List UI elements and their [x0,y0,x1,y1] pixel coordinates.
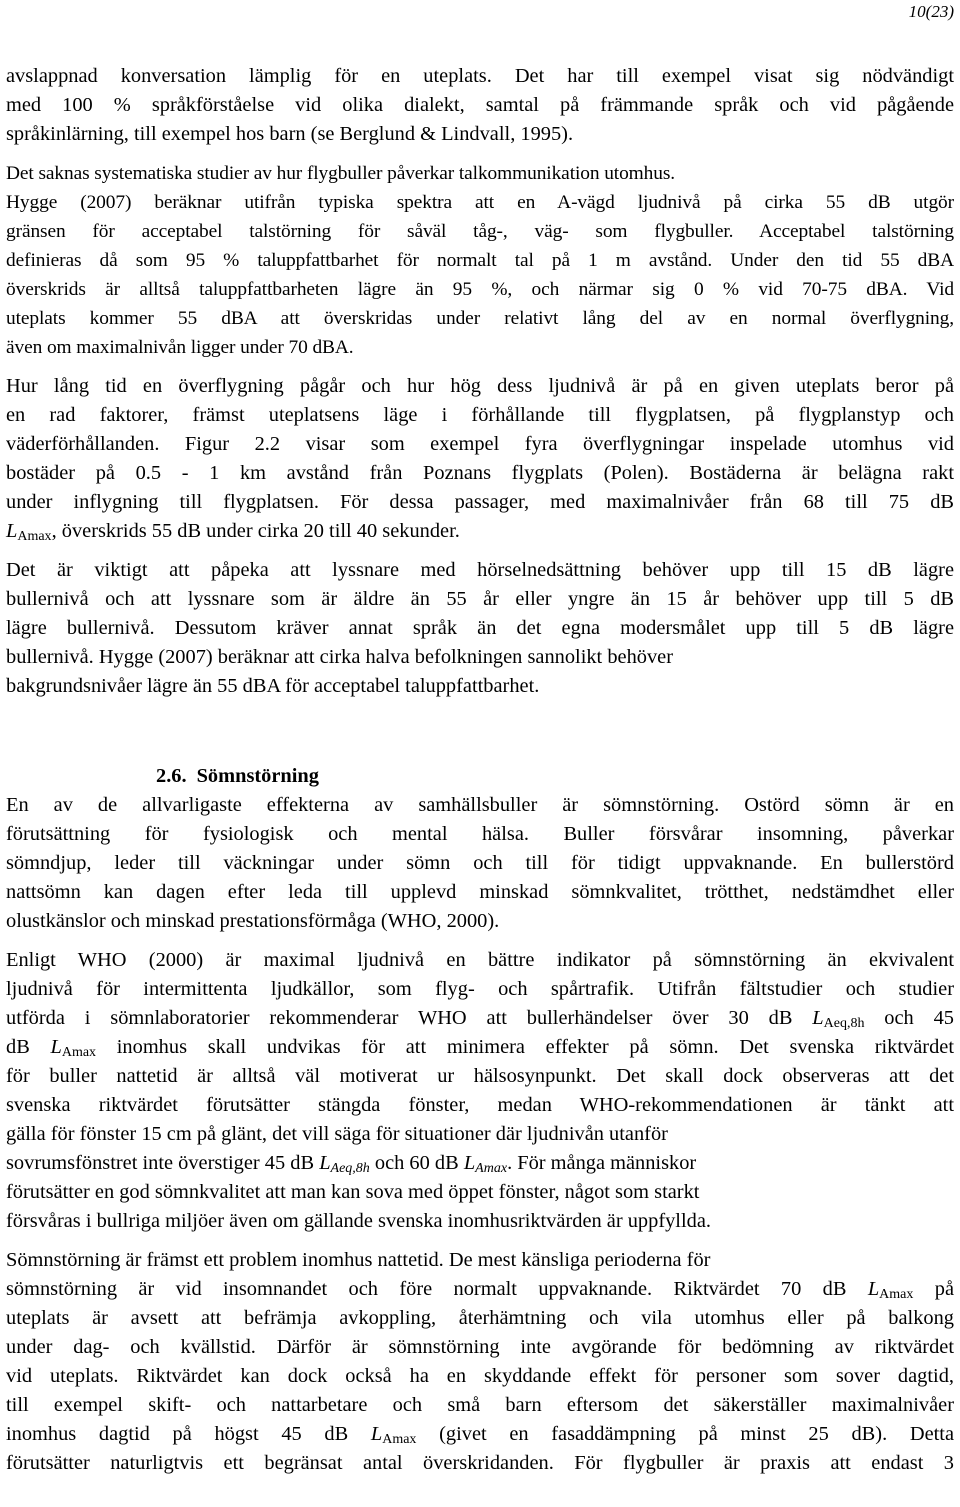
paragraph-hearing-impairment [6,556,954,701]
text-fragment: och 45 [864,1007,954,1029]
text-line: Enligt WHO (2000) är maximal ljudnivå en bättre indikator på sömnstörning än ekvivalent [6,949,954,971]
text-line: svenska riktvärdet förutsätter stängda fönster, medan WHO-rekommendationen är tänkt att [6,1094,954,1116]
symbol-l: L [370,1423,383,1445]
text-fragment: inomhus skall undvikas för att minimera effekter på sömn. Det svenska riktvärdet [96,1036,954,1058]
text-line: Hygge (2007) beräknar utifrån typiska spektra att en A-vägd ljudnivå på cirka 55 dB utgör [6,192,954,213]
subscript: Amax [382,1432,417,1447]
text-line: Hur lång tid en överflygning pågår och hur hög dess ljudnivå är på en given uteplats beror på [6,375,954,397]
section-title: Sömnstörning [196,765,319,787]
text-line [6,1420,954,1449]
text-fragment: , överskrids 55 dB under cirka 20 till 40 sekunder. [51,520,460,542]
text-line: under inflygning till flygplatsen. För dessa passager, med maximalnivåer från 68 till 75 dB [6,491,954,513]
text-line: med 100 % språkförståelse vid olika dialekt, samtal på främmande språk och vid pågående [6,94,954,116]
text-fragment: (givet en fasaddämpning på minst 25 dB). Detta [416,1423,954,1445]
text-fragment: sovrumsfönstret inte överstiger 45 dB [6,1152,320,1174]
paragraph-speech-intelligibility [6,62,954,149]
section-number: 2.6. [156,765,187,787]
symbol-l: L [867,1278,880,1300]
paragraph-indoor-night [6,1246,954,1478]
text-line: Det är viktigt att påpeka att lyssnare med hörselnedsättning behöver upp till 15 dB lägre [6,559,954,581]
subscript: Amax [61,1045,97,1060]
text-line [6,1149,954,1178]
text-line: under dag- och kvällstid. Därför är sömnstörning inte avgörande för bedömning av riktvärdet [6,1336,954,1358]
text-line: avslappnad konversation lämplig för en uteplats. Det har till exempel visat sig nödvändigt [6,65,954,87]
text-fragment: inomhus dagtid på högst 45 dB [6,1423,371,1445]
text-line [6,1033,954,1062]
text-line: olustkänslor och minskad prestationsförmåga (WHO, 2000). [6,910,500,932]
text-line: förutsätter naturligtvis ett begränsat antal överskridanden. För flygbuller är praxis att endast 3 [6,1452,954,1474]
symbol-l: L [812,1007,824,1029]
text-line: Det saknas systematiska studier av hur flygbuller påverkar talkommunikation utomhus. [6,163,676,184]
text-fragment: och 60 dB [369,1152,464,1174]
text-line: En av de allvarligaste effekterna av samhällsbuller är sömnstörning. Ostörd sömn är en [6,794,954,816]
text-fragment: . För många människor [507,1152,697,1174]
text-line: bakgrundsnivåer lägre än 55 dBA för acceptabel taluppfattbarhet. [6,675,540,697]
paragraph-hygge-study [6,159,954,362]
text-line [6,1004,954,1033]
text-line: överskrids är alltså taluppfattbarheten lägre än 95 %, och närmar sig 0 % vid 70-75 dBA. Vid [6,279,954,300]
paragraph-who-recommendation [6,946,954,1236]
text-line: en rad faktorer, främst uteplatsens läge i förhållande till flygplatsen, på flygplanstyp och [6,404,954,426]
section-heading [6,762,954,791]
text-line: lägre bullernivå. Dessutom kräver annat språk än det egna modersmålet upp till 5 dB lägre [6,617,954,639]
text-line: uteplats är avsett att befrämja avkoppling, återhämtning och vila utomhus eller på balkong [6,1307,954,1329]
text-line: bostäder på 0.5 - 1 km avstånd från Poznans flygplats (Polen). Bostäderna är belägna rakt [6,462,954,484]
paragraph-overflight-duration [6,372,954,546]
text-line: försvåras i bullriga miljöer även om gällande svenska inomhusriktvärden är uppfyllda. [6,1210,711,1232]
subscript: Amax [475,1161,508,1176]
text-fragment: utförda i sömnlaboratorier rekommenderar WHO att bullerhändelser över 30 dB [6,1007,813,1029]
text-fragment: sömnstörning är vid insomnandet och före normalt uppvaknande. Riktvärdet 70 dB [6,1278,868,1300]
text-line: bullernivå och att lyssnare som är äldre än 55 år eller yngre än 15 år behöver upp till 5 dB [6,588,954,610]
text-line: definieras då som 95 % taluppfattbarhet för normalt tal på 1 m avstånd. Under den tid 55 dBA [6,250,954,271]
text-line: uteplats kommer 55 dBA att överskridas under relativt lång del av en normal överflygning, [6,308,954,329]
subscript: Aeq,8h [330,1161,370,1176]
text-line [6,517,954,546]
symbol-l: L [319,1152,331,1174]
text-fragment: på [913,1278,954,1300]
symbol-l: L [6,520,18,542]
symbol-l: L [463,1152,476,1174]
text-line: ljudnivå för intermittenta ljudkällor, som flyg- och spårtrafik. Utifrån fältstudier och studier [6,978,954,1000]
paragraph-sleep-disturbance-intro [6,791,954,936]
text-line: nattsömn kan dagen efter leda till upplevd minskad sömnkvalitet, trötthet, nedstämdhet eller [6,881,954,903]
text-line: till exempel skift- och nattarbetare och små barn eftersom det säkerställer maximalnivåer [6,1394,954,1416]
text-line [6,1275,954,1304]
text-line: förutsätter en god sömnkvalitet att man kan sova med öppet fönster, något som starkt [6,1181,700,1203]
symbol-l: L [50,1036,62,1058]
text-line: väderförhållanden. Figur 2.2 visar som exempel fyra överflygningar inspelade utomhus vid [6,433,954,455]
text-line: förutsättning för fysiologisk och mental hälsa. Buller försvårar insomning, påverkar [6,823,954,845]
text-line: bullernivå. Hygge (2007) beräknar att cirka halva befolkningen sannolikt behöver [6,646,673,668]
text-line: gränsen för acceptabel talstörning för såväl tåg-, väg- som flygbuller. Acceptabel talstörning [6,221,954,242]
text-line: sömndjup, leder till väckningar under sömn och till för tidigt uppvaknande. En bullerstörd [6,852,954,874]
text-line: gälla för fönster 15 cm på glänt, det vill säga för situationer där ljudnivån utanför [6,1123,668,1145]
text-line: vid uteplats. Riktvärdet kan dock också ha en skyddande effekt för personer som sover dagtid, [6,1365,954,1387]
text-line: Sömnstörning är främst ett problem inomhus nattetid. De mest känsliga perioderna för [6,1249,711,1271]
subscript: Amax [17,529,52,544]
text-line: även om maximalnivån ligger under 70 dBA. [6,337,354,358]
document-body [6,62,954,1478]
text-line: för buller nattetid är alltså väl motiverat ur hälsosynpunkt. Det skall dock observeras att det [6,1065,954,1087]
page-number: 10(23) [908,2,954,21]
text-line: språkinlärning, till exempel hos barn (se Berglund & Lindvall, 1995). [6,123,574,145]
text-fragment: dB [6,1036,51,1058]
subscript: Amax [879,1287,914,1302]
subscript: Aeq,8h [823,1016,865,1031]
